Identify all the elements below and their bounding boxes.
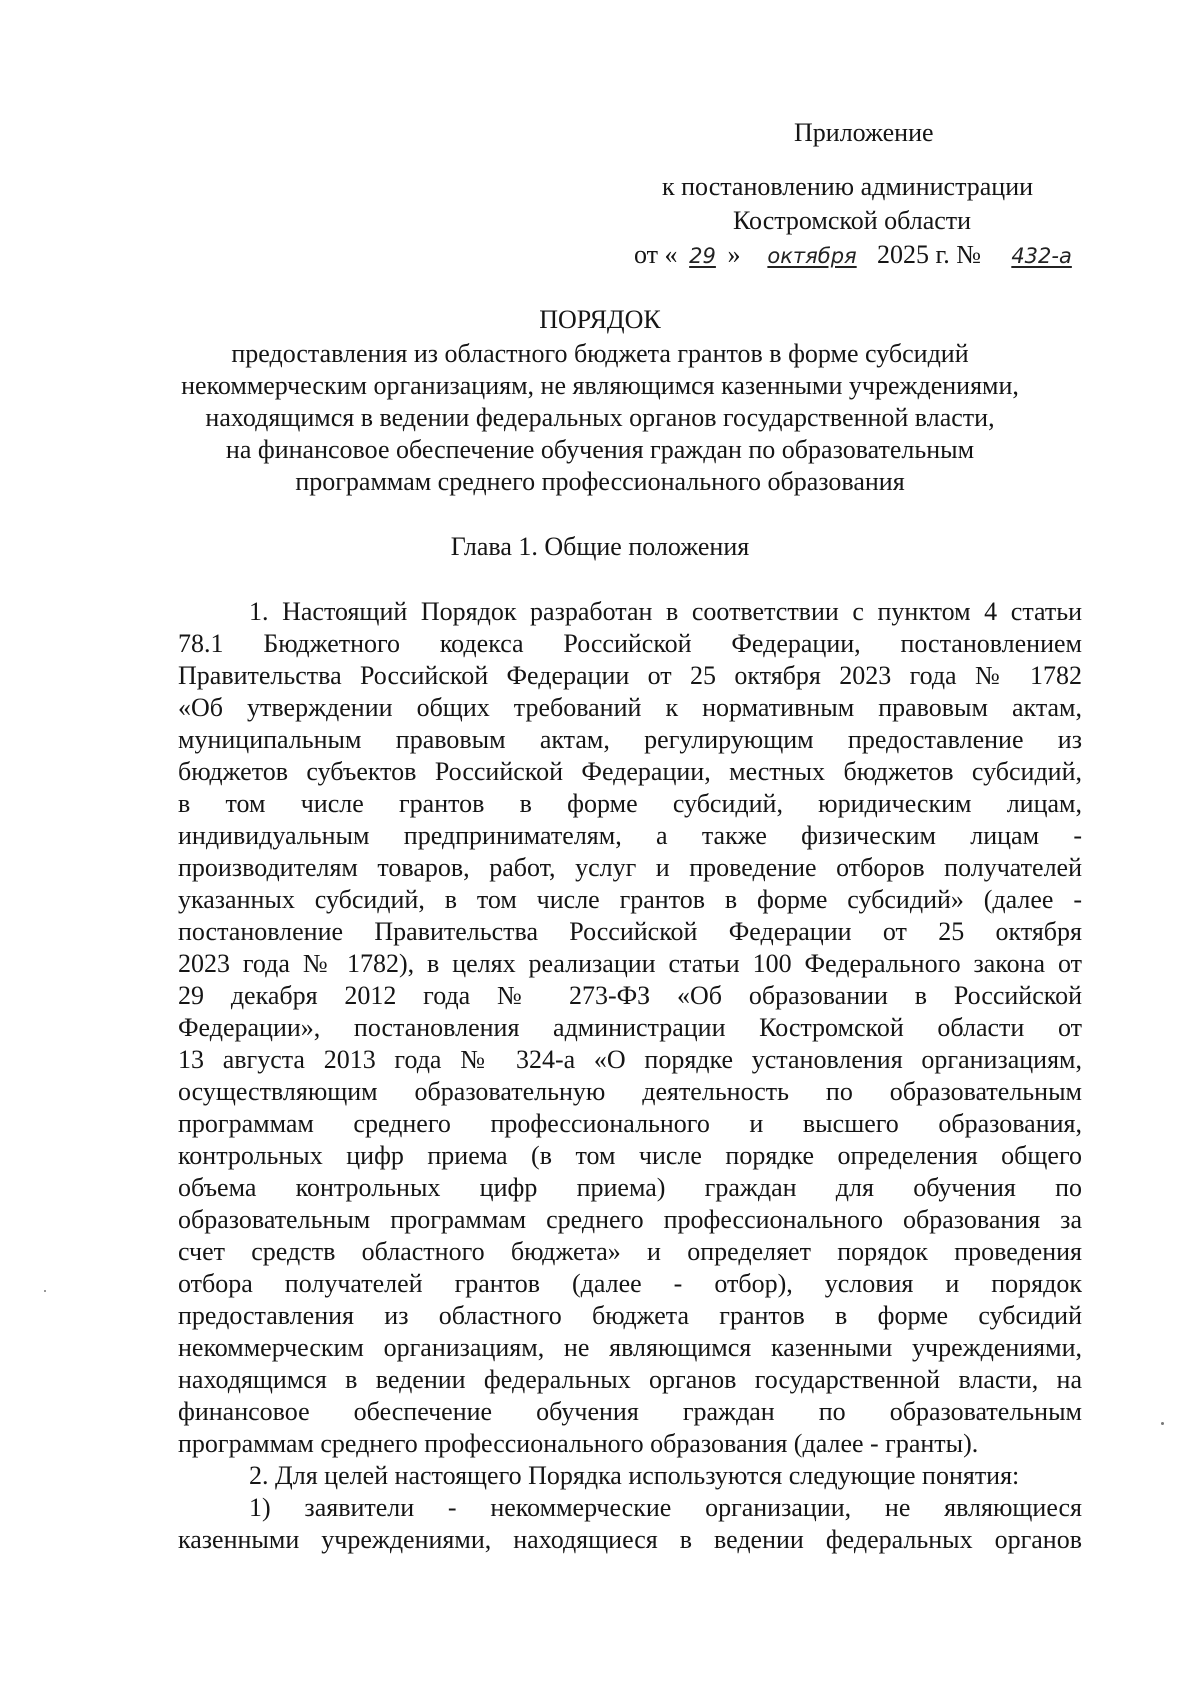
paragraph-line: в том числе грантов в форме субсидий, юридическим лицам,: [178, 789, 1082, 818]
paragraph-line: бюджетов субъектов Российской Федерации, местных бюджетов субсидий,: [178, 757, 1082, 786]
subtitle-line: некоммерческим организациям, не являющимся казенными учреждениями,: [181, 371, 1019, 400]
item-1-line: 1) заявители - некоммерческие организации, не являющиеся: [249, 1493, 1082, 1522]
handwritten-number: 432-а: [1011, 244, 1072, 268]
item-1-line: казенными учреждениями, находящиеся в ведении федеральных органов: [178, 1525, 1082, 1554]
paragraph-line: образовательным программам среднего профессионального образования за: [178, 1205, 1082, 1234]
appendix-date-line: [634, 240, 1096, 271]
appendix-line-2: Костромской области: [733, 206, 972, 235]
appendix-line-1: к постановлению администрации: [662, 172, 1034, 201]
paragraph-line: счет средств областного бюджета» и определяет порядок проведения: [178, 1237, 1082, 1266]
paragraph-2: 2. Для целей настоящего Порядка используются следующие понятия:: [249, 1461, 1020, 1490]
appendix-title: Приложение: [794, 118, 934, 147]
paragraph-line: постановление Правительства Российской Федерации от 25 октября: [178, 917, 1082, 946]
paragraph-line: 1. Настоящий Порядок разработан в соответствии с пунктом 4 статьи: [249, 597, 1082, 626]
paragraph-line: некоммерческим организациям, не являющимся казенными учреждениями,: [178, 1333, 1082, 1362]
chapter-heading: Глава 1. Общие положения: [450, 532, 750, 561]
scan-speck: [44, 1290, 46, 1292]
subtitle-line: предоставления из областного бюджета грантов в форме субсидий: [231, 339, 969, 368]
paragraph-line: Правительства Российской Федерации от 25 октября 2023 года № 1782: [178, 661, 1082, 690]
paragraph-line: отбора получателей грантов (далее - отбор), условия и порядок: [178, 1269, 1082, 1298]
paragraph-line: предоставления из областного бюджета грантов в форме субсидий: [178, 1301, 1082, 1330]
paragraph-line: 29 декабря 2012 года № 273-ФЗ «Об образовании в Российской: [178, 981, 1082, 1010]
scan-speck: [1161, 1422, 1164, 1425]
paragraph-line: находящимся в ведении федеральных органов государственной власти, на: [178, 1365, 1082, 1394]
subtitle-line: на финансовое обеспечение обучения граждан по образовательным: [225, 435, 975, 464]
paragraph-line: 13 августа 2013 года № 324-а «О порядке установления организациям,: [178, 1045, 1082, 1074]
paragraph-line: производителям товаров, работ, услуг и проведение отборов получателей: [178, 853, 1082, 882]
paragraph-line: указанных субсидий, в том числе грантов в форме субсидий» (далее -: [178, 885, 1082, 914]
date-mid: »: [727, 240, 741, 269]
document-title: ПОРЯДОК: [539, 305, 661, 334]
paragraph-line: 2023 года № 1782), в целях реализации статьи 100 Федерального закона от: [178, 949, 1082, 978]
paragraph-line: программам среднего профессионального образования (далее - гранты).: [178, 1429, 979, 1458]
paragraph-line: индивидуальным предпринимателям, а также физическим лицам -: [178, 821, 1082, 850]
paragraph-line: контрольных цифр приема (в том числе порядке определения общего: [178, 1141, 1082, 1170]
date-prefix: от «: [634, 240, 678, 269]
date-year: 2025 г. №: [877, 240, 982, 269]
paragraph-line: «Об утверждении общих требований к нормативным правовым актам,: [178, 693, 1082, 722]
paragraph-line: Федерации», постановления администрации Костромской области от: [178, 1013, 1082, 1042]
handwritten-month: октября: [767, 244, 857, 268]
handwritten-day: 29: [689, 244, 716, 268]
paragraph-line: программам среднего профессионального и высшего образования,: [178, 1109, 1082, 1138]
subtitle-line: программам среднего профессионального образования: [295, 467, 905, 496]
subtitle-line: находящимся в ведении федеральных органов государственной власти,: [205, 403, 995, 432]
paragraph-line: финансовое обеспечение обучения граждан по образовательным: [178, 1397, 1082, 1426]
paragraph-line: муниципальным правовым актам, регулирующим предоставление из: [178, 725, 1082, 754]
paragraph-line: 78.1 Бюджетного кодекса Российской Федерации, постановлением: [178, 629, 1082, 658]
paragraph-line: осуществляющим образовательную деятельность по образовательным: [178, 1077, 1082, 1106]
paragraph-line: объема контрольных цифр приема) граждан для обучения по: [178, 1173, 1082, 1202]
